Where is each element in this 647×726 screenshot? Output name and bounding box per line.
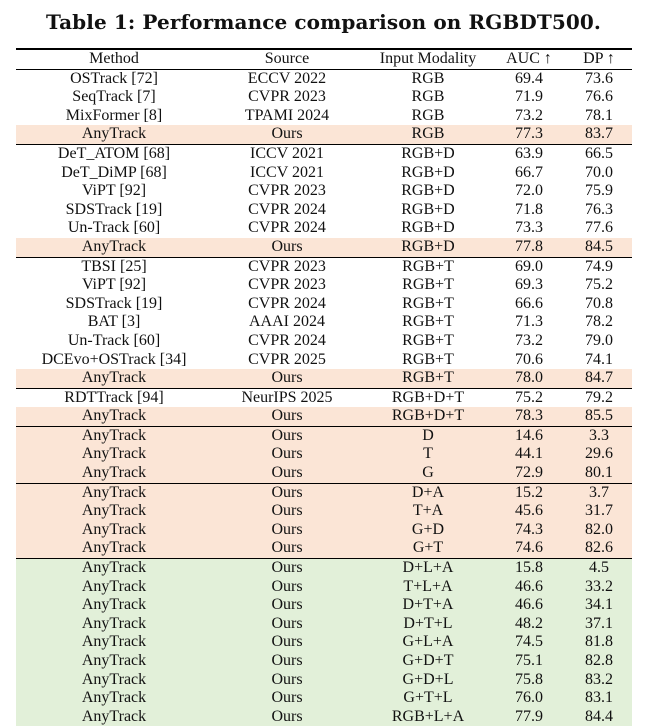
- cell-method: AnyTrack: [81, 520, 147, 538]
- cell-dp: 84.4: [585, 707, 613, 725]
- cell-method: AnyTrack: [81, 483, 147, 501]
- cell-input-modality: RGB+D: [401, 182, 455, 200]
- cell-auc: 45.6: [515, 502, 543, 520]
- cell-method: AnyTrack: [81, 369, 147, 387]
- cell-dp: 75.2: [585, 276, 613, 294]
- cell-input-modality: RGB+D: [401, 163, 455, 181]
- cell-dp: 73.6: [585, 69, 613, 87]
- cell-auc: 44.1: [515, 445, 543, 463]
- cell-auc: 72.0: [515, 182, 543, 200]
- performance-table: [16, 48, 632, 726]
- table-row: [16, 164, 632, 183]
- cell-dp: 85.5: [585, 407, 613, 425]
- cell-dp: 83.1: [585, 689, 613, 707]
- cell-source: Ours: [271, 707, 303, 725]
- cell-auc: 73.2: [515, 331, 543, 349]
- cell-source: Ours: [271, 426, 303, 444]
- cell-method: SeqTrack [7]: [72, 88, 156, 106]
- cell-dp: 77.6: [585, 219, 613, 237]
- cell-auc: 46.6: [515, 577, 543, 595]
- cell-input-modality: RGB+T: [402, 350, 454, 368]
- cell-source: NeurIPS 2025: [241, 388, 333, 406]
- cell-dp: 78.2: [585, 313, 613, 331]
- cell-dp: 82.0: [585, 520, 613, 538]
- table-row: [16, 238, 632, 258]
- cell-input-modality: RGB+T: [402, 369, 454, 387]
- cell-source: Ours: [271, 596, 303, 614]
- table-row: [16, 219, 632, 238]
- cell-dp: 84.5: [585, 237, 613, 255]
- cell-dp: 82.6: [585, 539, 613, 557]
- cell-source: Ours: [271, 614, 303, 632]
- table-row: [16, 295, 632, 314]
- cell-source: TPAMI 2024: [244, 106, 330, 124]
- cell-method: DeT_DiMP [68]: [61, 163, 167, 181]
- cell-dp: 3.7: [589, 483, 609, 501]
- cell-input-modality: D+T+A: [402, 596, 454, 614]
- cell-source: CVPR 2024: [248, 219, 326, 237]
- cell-method: AnyTrack: [81, 689, 147, 707]
- cell-source: Ours: [271, 559, 303, 577]
- table-row: [16, 689, 632, 708]
- cell-method: SDSTrack [19]: [65, 200, 163, 218]
- cell-source: Ours: [271, 407, 303, 425]
- cell-method: AnyTrack: [81, 445, 147, 463]
- cell-auc: 71.9: [515, 88, 543, 106]
- cell-input-modality: T+L+A: [403, 577, 453, 595]
- cell-source: AAAI 2024: [249, 313, 325, 331]
- table-row: [16, 276, 632, 295]
- cell-dp: 78.1: [585, 106, 613, 124]
- cell-auc: 75.1: [515, 652, 543, 669]
- cell-source: Ours: [271, 125, 303, 143]
- cell-auc: 77.9: [515, 707, 543, 725]
- cell-method: ViPT [92]: [81, 276, 147, 294]
- cell-input-modality: G+D: [411, 520, 445, 538]
- cell-source: CVPR 2023: [248, 257, 326, 275]
- table-body: [16, 70, 632, 726]
- table-row: [16, 88, 632, 107]
- cell-method: AnyTrack: [81, 596, 147, 614]
- table-caption: Table 1: Performance comparison on RGBDT500.: [46, 10, 601, 34]
- cell-method: AnyTrack: [81, 464, 147, 482]
- cell-source: CVPR 2023: [248, 88, 326, 106]
- cell-source: Ours: [271, 652, 303, 669]
- cell-input-modality: D+L+A: [402, 559, 454, 577]
- header-dp: DP ↑: [583, 50, 615, 67]
- cell-dp: 3.3: [589, 426, 609, 444]
- cell-dp: 70.0: [585, 163, 613, 181]
- cell-source: Ours: [271, 502, 303, 520]
- cell-dp: 76.3: [585, 200, 613, 218]
- table-row: [16, 484, 632, 503]
- cell-dp: 66.5: [585, 144, 613, 162]
- cell-method: SDSTrack [19]: [65, 294, 163, 312]
- cell-auc: 77.3: [515, 125, 543, 143]
- table-row: [16, 521, 632, 540]
- table-row: [16, 145, 632, 164]
- cell-method: AnyTrack: [81, 539, 147, 557]
- cell-auc: 75.2: [515, 388, 543, 406]
- cell-input-modality: RGB+T: [402, 313, 454, 331]
- table-header-row: [16, 50, 632, 70]
- cell-dp: 82.8: [585, 652, 613, 669]
- cell-input-modality: RGB+D: [401, 200, 455, 218]
- cell-method: AnyTrack: [81, 670, 147, 688]
- cell-dp: 70.8: [585, 294, 613, 312]
- cell-source: Ours: [271, 577, 303, 595]
- cell-source: CVPR 2023: [248, 182, 326, 200]
- cell-auc: 46.6: [515, 596, 543, 614]
- cell-dp: 31.7: [585, 502, 613, 520]
- cell-dp: 80.1: [585, 464, 613, 482]
- cell-input-modality: G: [422, 464, 434, 482]
- cell-dp: 33.2: [585, 577, 613, 595]
- cell-method: AnyTrack: [81, 614, 147, 632]
- table-row: [16, 407, 632, 427]
- cell-dp: 75.9: [585, 182, 613, 200]
- header-method: Method: [89, 50, 139, 67]
- cell-method: ViPT [92]: [81, 182, 147, 200]
- cell-auc: 15.2: [515, 483, 543, 501]
- cell-input-modality: RGB+T: [402, 276, 454, 294]
- cell-input-modality: D+T+L: [403, 614, 453, 632]
- cell-input-modality: D+A: [411, 483, 445, 501]
- table-row: [16, 70, 632, 89]
- cell-auc: 48.2: [515, 614, 543, 632]
- cell-source: Ours: [271, 445, 303, 463]
- cell-auc: 78.3: [515, 407, 543, 425]
- table-row: [16, 633, 632, 652]
- table-row: [16, 615, 632, 634]
- cell-source: CVPR 2024: [248, 331, 326, 349]
- cell-dp: 84.7: [585, 369, 613, 387]
- table-row: [16, 182, 632, 201]
- cell-source: CVPR 2024: [248, 294, 326, 312]
- cell-auc: 73.2: [515, 106, 543, 124]
- cell-input-modality: RGB: [411, 69, 445, 87]
- cell-auc: 69.3: [515, 276, 543, 294]
- cell-dp: 79.2: [585, 388, 613, 406]
- cell-source: Ours: [271, 237, 303, 255]
- cell-method: AnyTrack: [81, 577, 147, 595]
- cell-auc: 74.5: [515, 633, 543, 651]
- cell-method: RDTTrack [94]: [64, 388, 164, 406]
- cell-dp: 37.1: [585, 614, 613, 632]
- header-source: Source: [264, 50, 310, 67]
- table-row: [16, 502, 632, 521]
- cell-input-modality: RGB: [411, 106, 445, 124]
- cell-dp: 79.0: [585, 331, 613, 349]
- table-row: [16, 389, 632, 408]
- cell-source: CVPR 2024: [248, 200, 326, 218]
- cell-auc: 72.9: [515, 464, 543, 482]
- cell-method: BAT [3]: [87, 313, 141, 331]
- cell-auc: 15.8: [515, 559, 543, 577]
- cell-dp: 83.7: [585, 125, 613, 143]
- cell-input-modality: RGB+T: [402, 331, 454, 349]
- cell-auc: 63.9: [515, 144, 543, 162]
- table-row: [16, 427, 632, 446]
- cell-method: MixFormer [8]: [65, 106, 163, 124]
- cell-input-modality: RGB: [411, 125, 445, 143]
- table-row: [16, 107, 632, 126]
- cell-method: AnyTrack: [81, 633, 147, 651]
- cell-input-modality: RGB+D: [401, 237, 455, 255]
- table-row: [16, 332, 632, 351]
- cell-auc: 71.3: [515, 313, 543, 331]
- cell-dp: 74.1: [585, 350, 613, 368]
- cell-auc: 66.6: [515, 294, 543, 312]
- cell-dp: 76.6: [585, 88, 613, 106]
- header-auc: AUC ↑: [506, 50, 552, 67]
- cell-source: Ours: [271, 689, 303, 707]
- cell-input-modality: D: [422, 426, 434, 444]
- cell-source: Ours: [271, 520, 303, 538]
- cell-method: TBSI [25]: [81, 257, 147, 275]
- cell-method: AnyTrack: [81, 559, 147, 577]
- cell-dp: 4.5: [589, 559, 609, 577]
- cell-auc: 74.3: [515, 520, 543, 538]
- cell-auc: 71.8: [515, 200, 543, 218]
- table-row: [16, 351, 632, 370]
- cell-input-modality: RGB+D: [401, 144, 455, 162]
- cell-source: Ours: [271, 369, 303, 387]
- cell-dp: 34.1: [585, 596, 613, 614]
- cell-input-modality: G+T+L: [403, 689, 453, 707]
- cell-auc: 73.3: [515, 219, 543, 237]
- cell-source: Ours: [271, 539, 303, 557]
- cell-method: AnyTrack: [81, 502, 147, 520]
- cell-method: Un-Track [60]: [67, 331, 161, 349]
- cell-auc: 76.0: [515, 689, 543, 707]
- cell-input-modality: G+D+T: [402, 652, 454, 669]
- table-row: [16, 652, 632, 671]
- table-row: [16, 539, 632, 559]
- cell-auc: 78.0: [515, 369, 543, 387]
- cell-auc: 69.4: [515, 69, 543, 87]
- cell-method: AnyTrack: [81, 707, 147, 725]
- cell-auc: 75.8: [515, 670, 543, 688]
- cell-input-modality: RGB+D+T: [391, 407, 465, 425]
- cell-auc: 69.0: [515, 257, 543, 275]
- table-row: [16, 445, 632, 464]
- cell-dp: 81.8: [585, 633, 613, 651]
- table-row: [16, 125, 632, 145]
- table-row: [16, 464, 632, 484]
- cell-auc: 77.8: [515, 237, 543, 255]
- table-row: [16, 201, 632, 220]
- cell-auc: 66.7: [515, 163, 543, 181]
- cell-dp: 74.9: [585, 257, 613, 275]
- cell-source: Ours: [271, 464, 303, 482]
- cell-method: AnyTrack: [81, 652, 147, 669]
- table-row: [16, 578, 632, 597]
- cell-method: DCEvo+OSTrack [34]: [41, 350, 187, 368]
- cell-input-modality: RGB: [411, 88, 445, 106]
- cell-input-modality: T: [423, 445, 433, 463]
- cell-method: Un-Track [60]: [67, 219, 161, 237]
- cell-source: ICCV 2021: [250, 163, 324, 181]
- cell-input-modality: G+T: [412, 539, 444, 557]
- cell-source: CVPR 2025: [248, 350, 326, 368]
- cell-input-modality: RGB+T: [402, 257, 454, 275]
- cell-method: AnyTrack: [81, 125, 147, 143]
- cell-method: OSTrack [72]: [70, 69, 158, 87]
- table-row: [16, 596, 632, 615]
- table-row: [16, 258, 632, 277]
- cell-input-modality: G+L+A: [402, 633, 454, 651]
- cell-dp: 29.6: [585, 445, 613, 463]
- cell-source: Ours: [271, 483, 303, 501]
- table-row: [16, 671, 632, 690]
- cell-method: AnyTrack: [81, 407, 147, 425]
- cell-method: AnyTrack: [81, 237, 147, 255]
- table-row: [16, 369, 632, 389]
- cell-input-modality: G+D+L: [402, 670, 454, 688]
- cell-source: CVPR 2023: [248, 276, 326, 294]
- table-row: [16, 313, 632, 332]
- cell-input-modality: T+A: [412, 502, 444, 520]
- table-row: [16, 559, 632, 578]
- cell-auc: 70.6: [515, 350, 543, 368]
- cell-input-modality: RGB+L+A: [391, 707, 465, 725]
- cell-auc: 14.6: [515, 426, 543, 444]
- cell-source: Ours: [271, 633, 303, 651]
- cell-source: ICCV 2021: [250, 144, 324, 162]
- cell-input-modality: RGB+D+T: [391, 388, 465, 406]
- cell-method: DeT_ATOM [68]: [57, 144, 171, 162]
- cell-source: ECCV 2022: [247, 69, 327, 87]
- cell-method: AnyTrack: [81, 426, 147, 444]
- cell-input-modality: RGB+T: [402, 294, 454, 312]
- cell-input-modality: RGB+D: [401, 219, 455, 237]
- header-input-modality: Input Modality: [379, 50, 477, 67]
- cell-source: Ours: [271, 670, 303, 688]
- cell-dp: 83.2: [585, 670, 613, 688]
- cell-auc: 74.6: [515, 539, 543, 557]
